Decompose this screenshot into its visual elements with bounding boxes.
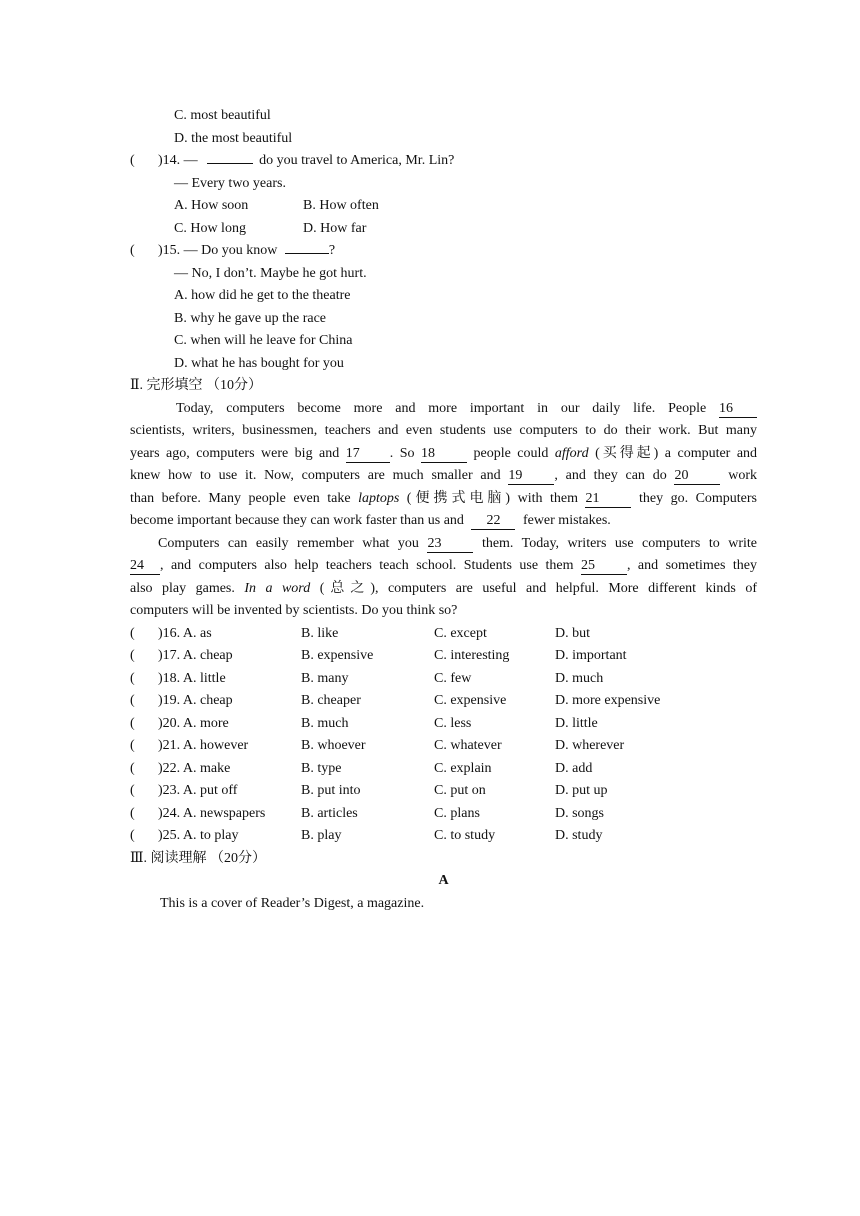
passage-text: also play games.: [130, 580, 235, 596]
passage-text: (总之), computers are useful and helpful. More different kinds of: [319, 580, 758, 596]
passage-text: fewer mistakes.: [522, 513, 611, 528]
cloze-option-c: C. less: [434, 715, 472, 731]
passage-line: [130, 443, 757, 466]
q15-number: )15. — Do you know: [158, 243, 278, 258]
cloze-option-b: B. whoever: [301, 738, 366, 753]
cloze-option-d: D. but: [555, 625, 590, 641]
passage-italic-phrase: In a word: [244, 580, 311, 596]
q14-blank: [207, 163, 253, 164]
passage-line: [130, 488, 757, 511]
cloze-question-number: )25. A. to play: [158, 828, 239, 843]
blank-19: 19: [508, 467, 554, 485]
cloze-option-b: B. many: [301, 670, 349, 686]
cloze-option-c: C. explain: [434, 760, 492, 776]
cloze-option-c: C. few: [434, 670, 472, 686]
q14-reply: — Every two years.: [174, 175, 286, 191]
cloze-option-b: B. articles: [301, 805, 358, 821]
passage-text: them. Today, writers use computers to write: [481, 535, 758, 551]
cloze-option-c: C. plans: [434, 805, 480, 821]
cloze-option-b: B. expensive: [301, 648, 374, 663]
passage-text: years ago, computers were big and: [130, 445, 340, 461]
passage-line: computers will be invented by scientists. Do you think so?: [130, 603, 458, 618]
cloze-option-b: B. play: [301, 828, 342, 843]
cloze-question-number: )17. A. cheap: [158, 648, 233, 663]
q15-blank: [285, 253, 329, 254]
answer-paren: (: [130, 783, 135, 798]
cloze-option-b: B. put into: [301, 783, 361, 798]
q14-option-c: C. How long: [174, 220, 246, 236]
q14-stem: [130, 150, 757, 173]
q14-options-cd: [130, 218, 757, 241]
cloze-option-d: D. wherever: [555, 738, 625, 753]
q15-stem: [130, 240, 757, 263]
q14-number: )14. —: [158, 153, 198, 168]
cloze-question-row: [130, 735, 757, 758]
cloze-option-c: C. whatever: [434, 738, 502, 753]
blank-17: 17: [346, 445, 390, 463]
answer-paren: (: [130, 670, 135, 686]
passage-text: than before. Many people even take: [130, 490, 351, 506]
passage-text: Computers can easily remember what you: [158, 535, 419, 551]
cloze-option-d: D. little: [555, 715, 598, 731]
passage-italic-word: afford: [554, 445, 589, 461]
cloze-question-number: )21. A. however: [158, 738, 249, 753]
q14-option-b: B. How often: [303, 198, 379, 213]
cloze-option-b: B. like: [301, 625, 339, 641]
cloze-question-number: )16. A. as: [158, 625, 212, 641]
blank-24: 24: [130, 557, 160, 575]
cloze-option-d: D. much: [555, 670, 604, 686]
passage-line: [130, 398, 757, 421]
cloze-option-c: C. put on: [434, 783, 486, 798]
cloze-question-row: [130, 690, 757, 713]
cloze-question-row: [130, 758, 757, 781]
cloze-question-number: )24. A. newspapers: [158, 805, 266, 821]
cloze-question-row: [130, 668, 757, 691]
passage-text: , and they can do: [554, 468, 667, 483]
q15-option-b: B. why he gave up the race: [174, 310, 326, 326]
q13-option-d: D. the most beautiful: [174, 130, 293, 146]
answer-paren: (: [130, 760, 135, 776]
answer-paren: (: [130, 805, 135, 821]
cloze-question-number: )23. A. put off: [158, 783, 238, 798]
blank-16: 16: [719, 400, 757, 418]
cloze-question-row: [130, 623, 757, 646]
answer-paren: (: [130, 153, 135, 168]
q15-reply: — No, I don’t. Maybe he got hurt.: [174, 265, 367, 281]
cloze-option-d: D. songs: [555, 805, 605, 821]
q13-option-c: C. most beautiful: [174, 108, 271, 123]
answer-paren: (: [130, 738, 135, 753]
q14-options-ab: [130, 195, 757, 218]
cloze-option-c: C. expensive: [434, 693, 507, 708]
q14-option-a: A. How soon: [174, 198, 249, 213]
passage-line: [130, 578, 757, 601]
cloze-option-b: B. type: [301, 760, 342, 776]
passage-text: they go. Computers: [638, 490, 758, 506]
q14-option-d: D. How far: [303, 220, 367, 236]
cloze-question-row: [130, 713, 757, 736]
blank-23: 23: [427, 535, 473, 553]
q15-option-a: A. how did he get to the theatre: [174, 288, 351, 303]
cloze-option-d: D. study: [555, 828, 603, 843]
passage-text: knew how to use it. Now, computers are much smaller and: [130, 468, 501, 483]
section-3-title: Ⅲ. 阅读理解 （20分）: [130, 850, 267, 866]
passage-text: , and sometimes they: [626, 558, 757, 573]
passage-text: , and computers also help teachers teach school. Students use them: [160, 558, 574, 573]
passage-text: . So: [389, 445, 415, 461]
blank-25: 25: [581, 557, 627, 575]
cloze-option-d: D. add: [555, 760, 593, 776]
passage-text: become important because they can work faster than us and: [130, 513, 464, 528]
q15-option-d: D. what he has bought for you: [174, 355, 344, 371]
cloze-option-c: C. interesting: [434, 648, 510, 663]
answer-paren: (: [130, 693, 135, 708]
blank-21: 21: [585, 490, 631, 508]
passage-line: [130, 533, 757, 556]
cloze-option-c: C. to study: [434, 828, 496, 843]
passage-text: Today, computers become more and more important in our daily life. People: [176, 400, 707, 416]
cloze-question-row: [130, 645, 757, 668]
answer-paren: (: [130, 828, 135, 843]
reading-part-label: A: [438, 873, 449, 888]
cloze-question-number: )18. A. little: [158, 670, 226, 686]
passage-line: [130, 510, 757, 533]
cloze-question-list: [130, 623, 757, 848]
passage-line: scientists, writers, businessmen, teachers and even students use computers to do their work. But many: [130, 423, 757, 438]
cloze-question-row: [130, 780, 757, 803]
cloze-question-row: [130, 825, 757, 848]
answer-paren: (: [130, 243, 135, 258]
answer-paren: (: [130, 648, 135, 663]
cloze-option-d: D. more expensive: [555, 693, 661, 708]
cloze-question-number: )22. A. make: [158, 760, 231, 776]
cloze-question-number: )19. A. cheap: [158, 693, 233, 708]
blank-20: 20: [674, 467, 720, 485]
passage-text: (便携式电脑) with them: [406, 490, 578, 506]
cloze-question-number: )20. A. more: [158, 715, 229, 731]
cloze-option-d: D. put up: [555, 783, 608, 798]
passage-italic-word: laptops: [358, 490, 400, 506]
worksheet-page: [130, 105, 757, 915]
passage-text: work: [728, 468, 758, 483]
answer-paren: (: [130, 625, 135, 641]
blank-22: 22: [471, 512, 515, 530]
cloze-option-b: B. cheaper: [301, 693, 361, 708]
cloze-option-d: D. important: [555, 648, 627, 663]
cloze-option-c: C. except: [434, 625, 487, 641]
cloze-option-b: B. much: [301, 715, 349, 731]
reading-intro: This is a cover of Reader’s Digest, a magazine.: [160, 895, 425, 911]
cloze-question-row: [130, 803, 757, 826]
blank-18: 18: [421, 445, 467, 463]
passage-text: (买得起) a computer and: [595, 445, 758, 461]
q15-option-c: C. when will he leave for China: [174, 333, 353, 348]
passage-line: [130, 555, 757, 578]
passage-line: [130, 465, 757, 488]
q14-stem-text: do you travel to America, Mr. Lin?: [259, 153, 455, 168]
passage-text: people could: [473, 445, 549, 461]
q15-stem-text: ?: [328, 243, 336, 258]
answer-paren: (: [130, 715, 135, 731]
section-2-title: Ⅱ. 完形填空 （10分）: [130, 378, 263, 393]
